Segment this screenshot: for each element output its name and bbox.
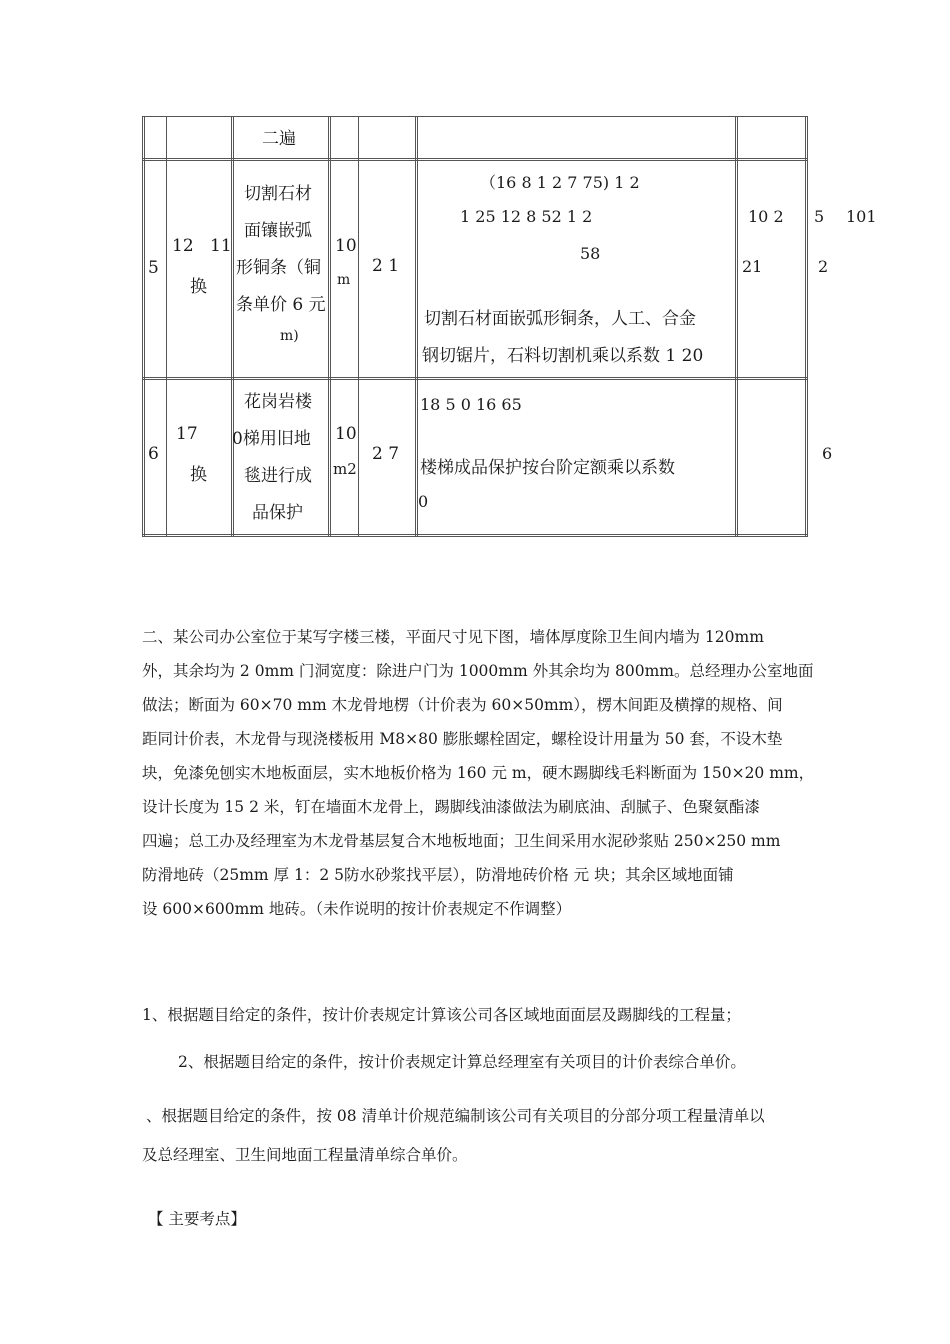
row5-code-c: 换 (190, 277, 207, 297)
problem-line: 块，免漆免刨实木地板面层，实木地板价格为 160 元 m，硬木踢脚线毛料断面为 150×20 mm， (142, 764, 815, 782)
row6-unit-a: 10 (335, 424, 357, 444)
row5-col8-line1: 5 (814, 207, 825, 226)
row5-col7-line2: 21 (742, 257, 763, 276)
row5-unit-a: 10 (335, 236, 357, 256)
problem-line: 二、某公司办公室位于某写字楼三楼，平面尺寸见下图，墙体厚度除卫生间内墙为 120mm (142, 628, 764, 646)
question-1: 1、根据题目给定的条件，按计价表规定计算该公司各区域地面面层及踢脚线的工程量； (142, 1006, 741, 1024)
row5-no: 5 (148, 258, 159, 278)
row6-note-line1: 楼梯成品保护按台阶定额乘以系数 (420, 458, 675, 478)
problem-line: 做法；断面为 60×70 mm 木龙骨地楞（计价表为 60×50mm），楞木间距及横撑的规格、间 (142, 696, 783, 714)
row5-note-line1: 切割石材面嵌弧形铜条，人工、合金 (424, 309, 696, 329)
row6-item-line2: 0梯用旧地 (232, 429, 311, 449)
key-points-heading: 【 主要考点】 (148, 1210, 246, 1228)
row6-note-line2: 0 (418, 492, 429, 511)
row6-code-b: 换 (190, 465, 207, 485)
problem-line: 设 600×600mm 地砖。（未作说明的按计价表规定不作调整） (142, 900, 572, 918)
question-2: 2、根据题目给定的条件，按计价表规定计算总经理室有关项目的计价表综合单价。 (178, 1053, 746, 1071)
row5-col8-line2: 2 (818, 257, 829, 276)
row6-col8: 6 (822, 444, 833, 463)
row6-qty: 2 7 (372, 444, 400, 464)
row5-item-line1: 切割石材 (244, 184, 312, 204)
question-3-line2: 及总经理室、卫生间地面工程量清单综合单价。 (142, 1146, 468, 1164)
row5-unit-b: m (337, 272, 351, 288)
row6-item-line4: 品保护 (252, 503, 303, 523)
row5-code-a: 12 (172, 236, 194, 256)
row5-col9: 101 (846, 207, 877, 226)
row6-item-line3: 毯进行成 (244, 466, 312, 486)
row5-col7-line1: 10 2 (748, 207, 784, 226)
row5-qty: 2 1 (372, 256, 400, 276)
row6-unit-b: m2 (333, 460, 357, 478)
row5-item-line2: 面镶嵌弧 (244, 221, 312, 241)
row6-calc-line1: 18 5 0 16 65 (420, 395, 522, 414)
row5-item-line5: m) (280, 328, 299, 344)
row5-calc-line3: 58 (580, 244, 601, 263)
row6-no: 6 (148, 444, 159, 464)
row5-calc-line2: 1 25 12 8 52 1 2 (460, 207, 593, 226)
row5-item-line3: 形铜条（铜 (236, 258, 321, 278)
problem-line: 四遍；总工办及经理室为木龙骨基层复合木地板地面；卫生间采用水泥砂浆贴 250×250 mm (142, 832, 781, 850)
row-prev-item: 二遍 (262, 129, 296, 149)
row6-code-a: 17 (176, 424, 198, 444)
problem-line: 防滑地砖（25mm 厚 1：2 5防水砂浆找平层），防滑地砖价格 元 块；其余区域地面铺 (142, 866, 734, 884)
row6-item-line1: 花岗岩楼 (244, 392, 312, 412)
problem-line: 外，其余均为 2 0mm 门洞宽度：除进户门为 1000mm 外其余均为 800mm。总经理办公室地面 (142, 662, 814, 680)
row5-calc-line1: （16 8 1 2 7 75) 1 2 (480, 173, 640, 192)
problem-statement (142, 620, 822, 926)
row5-code-b: 11 (210, 236, 232, 256)
problem-line: 距同计价表，木龙骨与现浇楼板用 M8×80 膨胀螺栓固定，螺栓设计用量为 50 套，不设木垫 (142, 730, 783, 748)
question-3-line1: 、根据题目给定的条件，按 08 清单计价规范编制该公司有关项目的分部分项工程量清单以 (146, 1107, 765, 1125)
row5-note-line2: 钢切锯片，石料切割机乘以系数 1 20 (422, 346, 704, 366)
problem-line: 设计长度为 15 2 米，钉在墙面木龙骨上，踢脚线油漆做法为刷底油、刮腻子、色聚氨酯漆 (142, 798, 760, 816)
row5-item-line4: 条单价 6 元 (236, 295, 326, 315)
